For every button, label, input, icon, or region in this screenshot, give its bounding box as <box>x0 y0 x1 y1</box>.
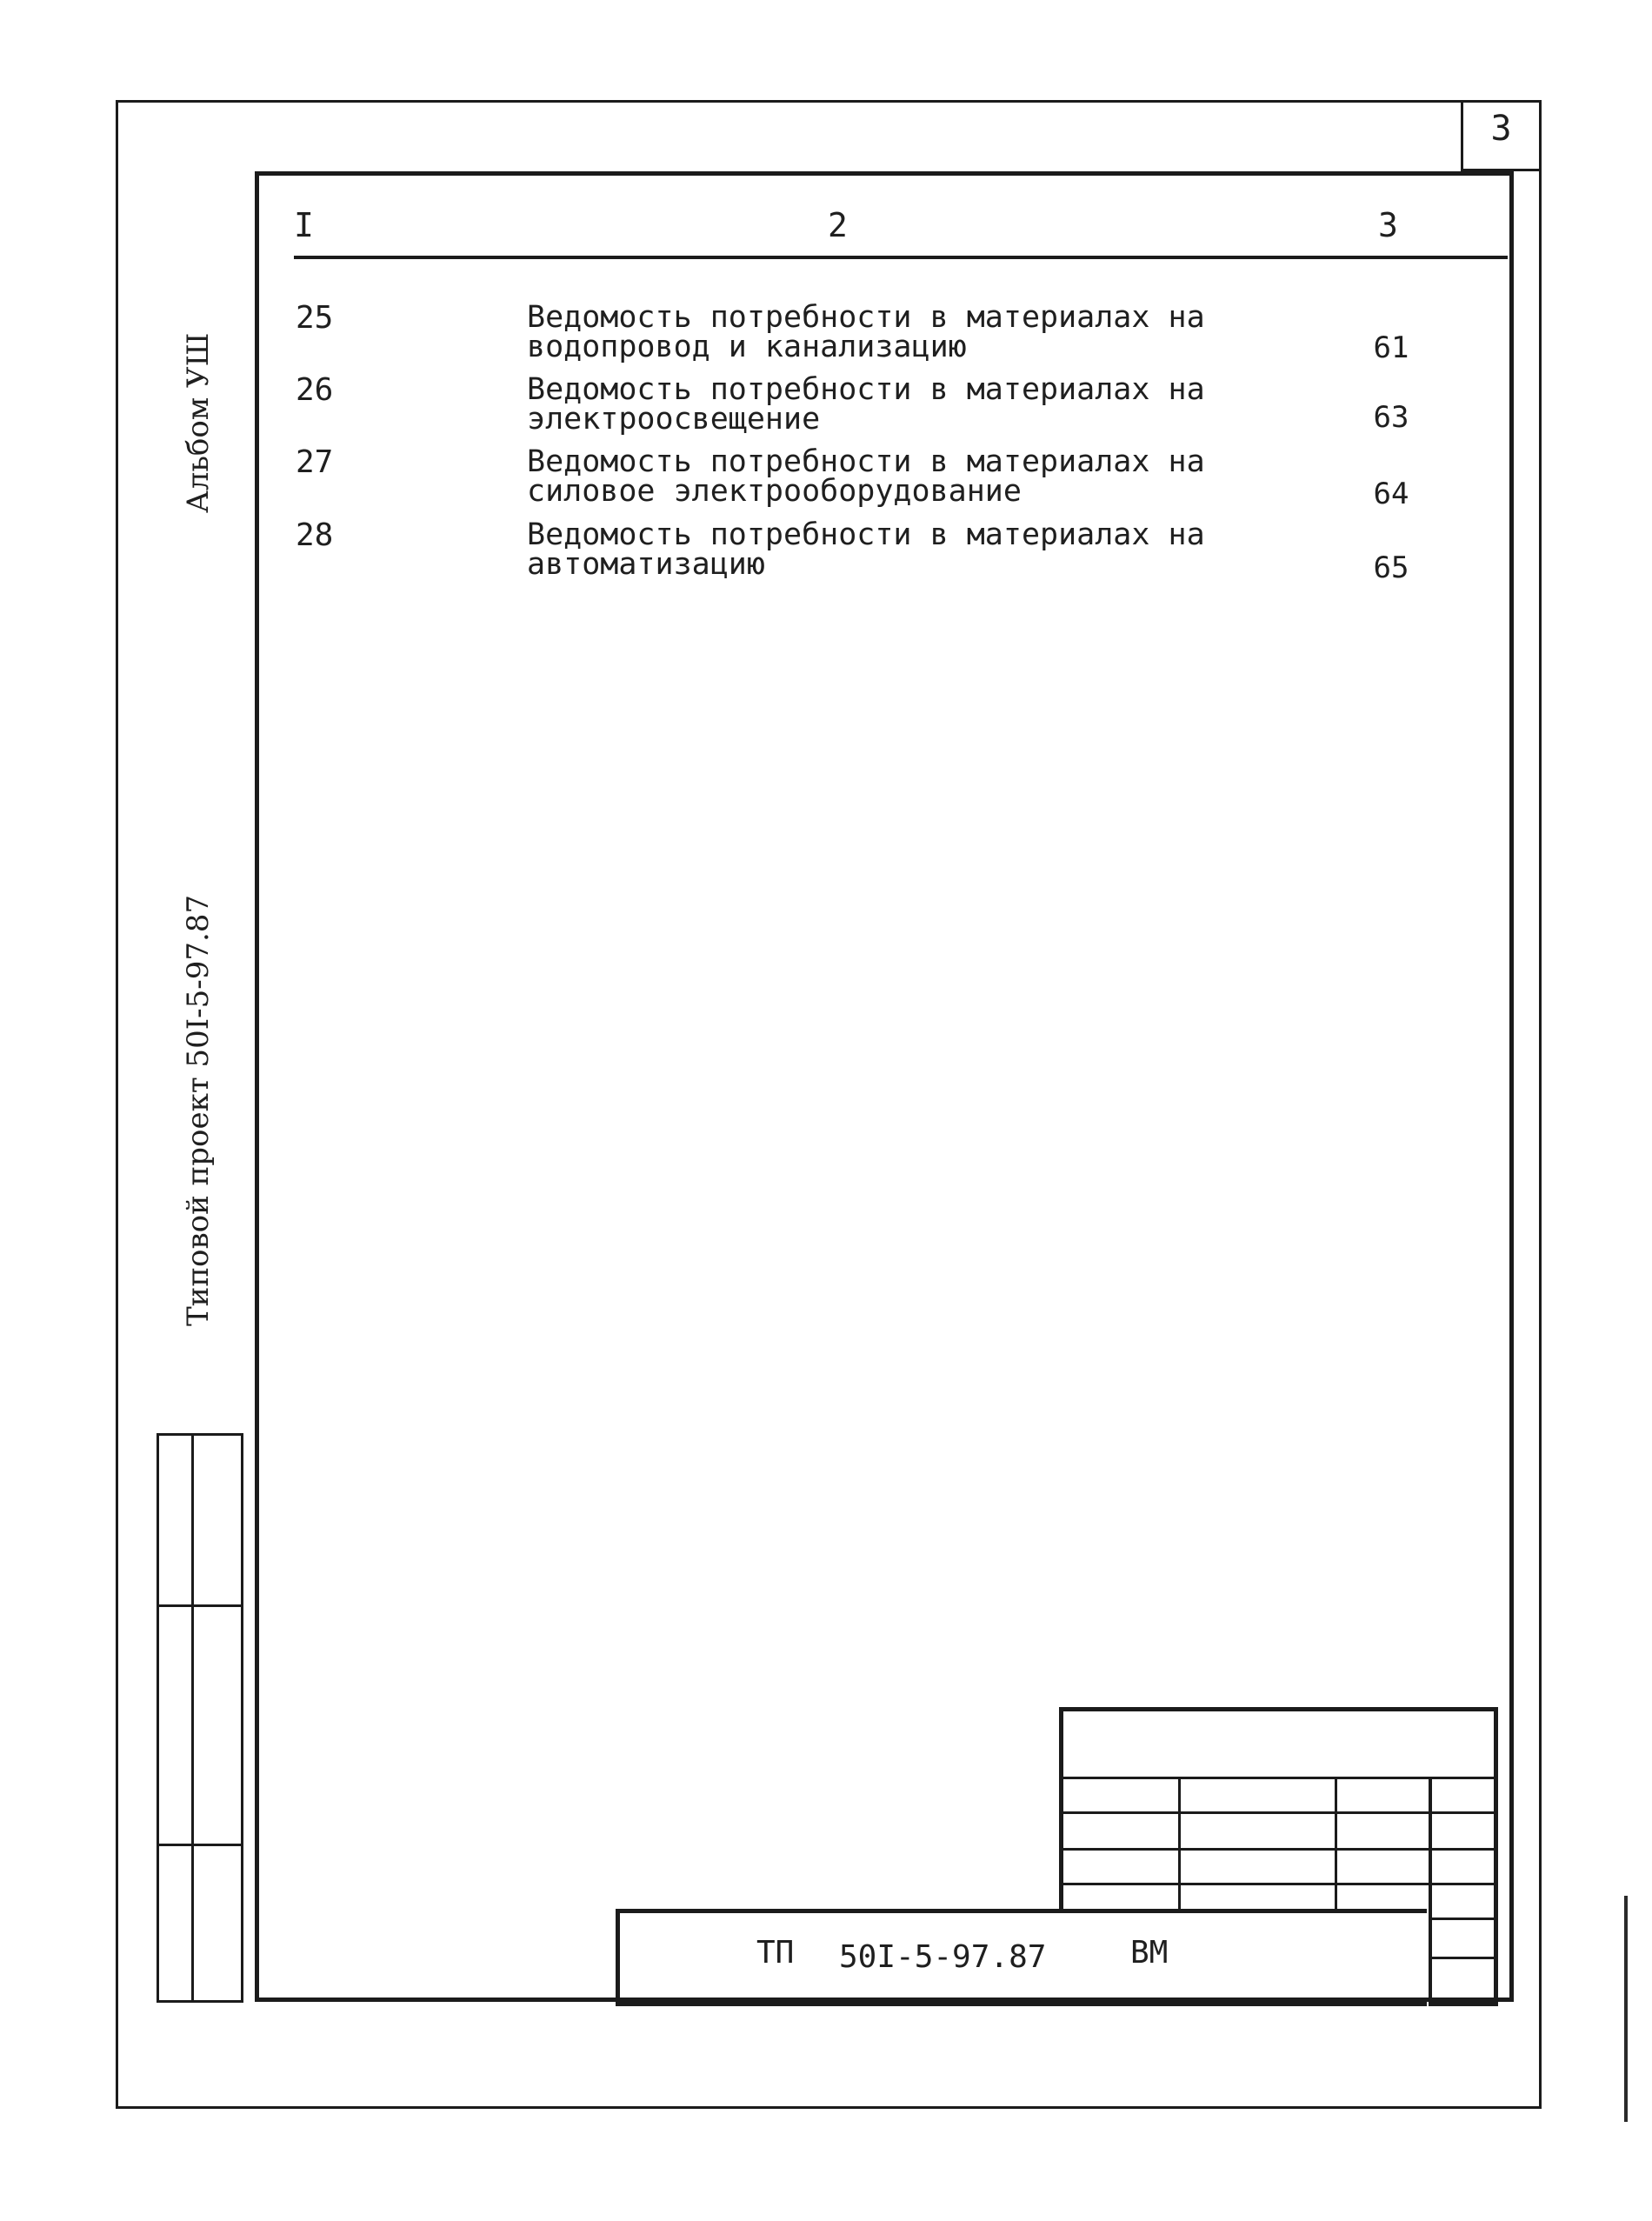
title-block-rule <box>1059 1811 1498 1814</box>
album-label: Альбом УШ <box>181 332 216 513</box>
stamp-strip-rule <box>157 1844 243 1846</box>
title-block-rule <box>1059 1848 1498 1851</box>
title-block-rule <box>1059 1883 1498 1885</box>
row-page: 65 <box>1373 550 1409 585</box>
row-title-line2: электроосвещение <box>527 402 821 437</box>
row-title-line2: водопровод и канализацию <box>527 330 967 364</box>
row-title-line2: автоматизацию <box>527 547 765 582</box>
row-number: 26 <box>296 372 334 408</box>
stamp-strip <box>157 1433 243 2003</box>
title-block-divider <box>1178 1777 1181 1911</box>
title-block-edge <box>1494 1707 1498 2006</box>
row-title-line1: Ведомость потребности в материалах на <box>527 372 1205 407</box>
row-number: 27 <box>296 444 334 480</box>
title-block-upper <box>1059 1707 1498 1911</box>
stamp-strip-divider <box>191 1433 194 2003</box>
title-block-rule <box>1429 1918 1498 1920</box>
stamp-strip-rule <box>157 1604 243 1607</box>
row-title-line1: Ведомость потребности в материалах на <box>527 444 1205 479</box>
title-block-vm: ВМ <box>1130 1935 1169 1971</box>
row-page: 63 <box>1373 400 1409 435</box>
column-header-2: 2 <box>828 206 848 244</box>
page-number: 3 <box>1490 109 1512 149</box>
column-header-3: 3 <box>1378 206 1398 244</box>
row-number: 25 <box>296 300 334 336</box>
row-number: 28 <box>296 517 334 553</box>
row-page: 64 <box>1373 477 1409 511</box>
title-block-rule <box>1429 1957 1498 1959</box>
title-block-rule <box>1059 1777 1498 1779</box>
row-title-line1: Ведомость потребности в материалах на <box>527 517 1205 552</box>
title-block-code: 50I-5-97.87 <box>839 1939 1047 1975</box>
title-block-rule <box>1429 2002 1498 2006</box>
project-label: Типовой проект 50I-5-97.87 <box>181 894 216 1326</box>
scan-edge-mark <box>1624 1896 1628 2122</box>
column-header-1: I <box>294 206 314 244</box>
header-rule <box>294 256 1508 259</box>
row-page: 61 <box>1373 330 1409 365</box>
row-title-line1: Ведомость потребности в материалах на <box>527 300 1205 335</box>
title-block-divider <box>1429 1777 1432 2006</box>
row-title-line2: силовое электрооборудование <box>527 474 1022 509</box>
title-block-tp: ТП <box>756 1935 795 1971</box>
title-block-divider <box>1335 1777 1337 1911</box>
